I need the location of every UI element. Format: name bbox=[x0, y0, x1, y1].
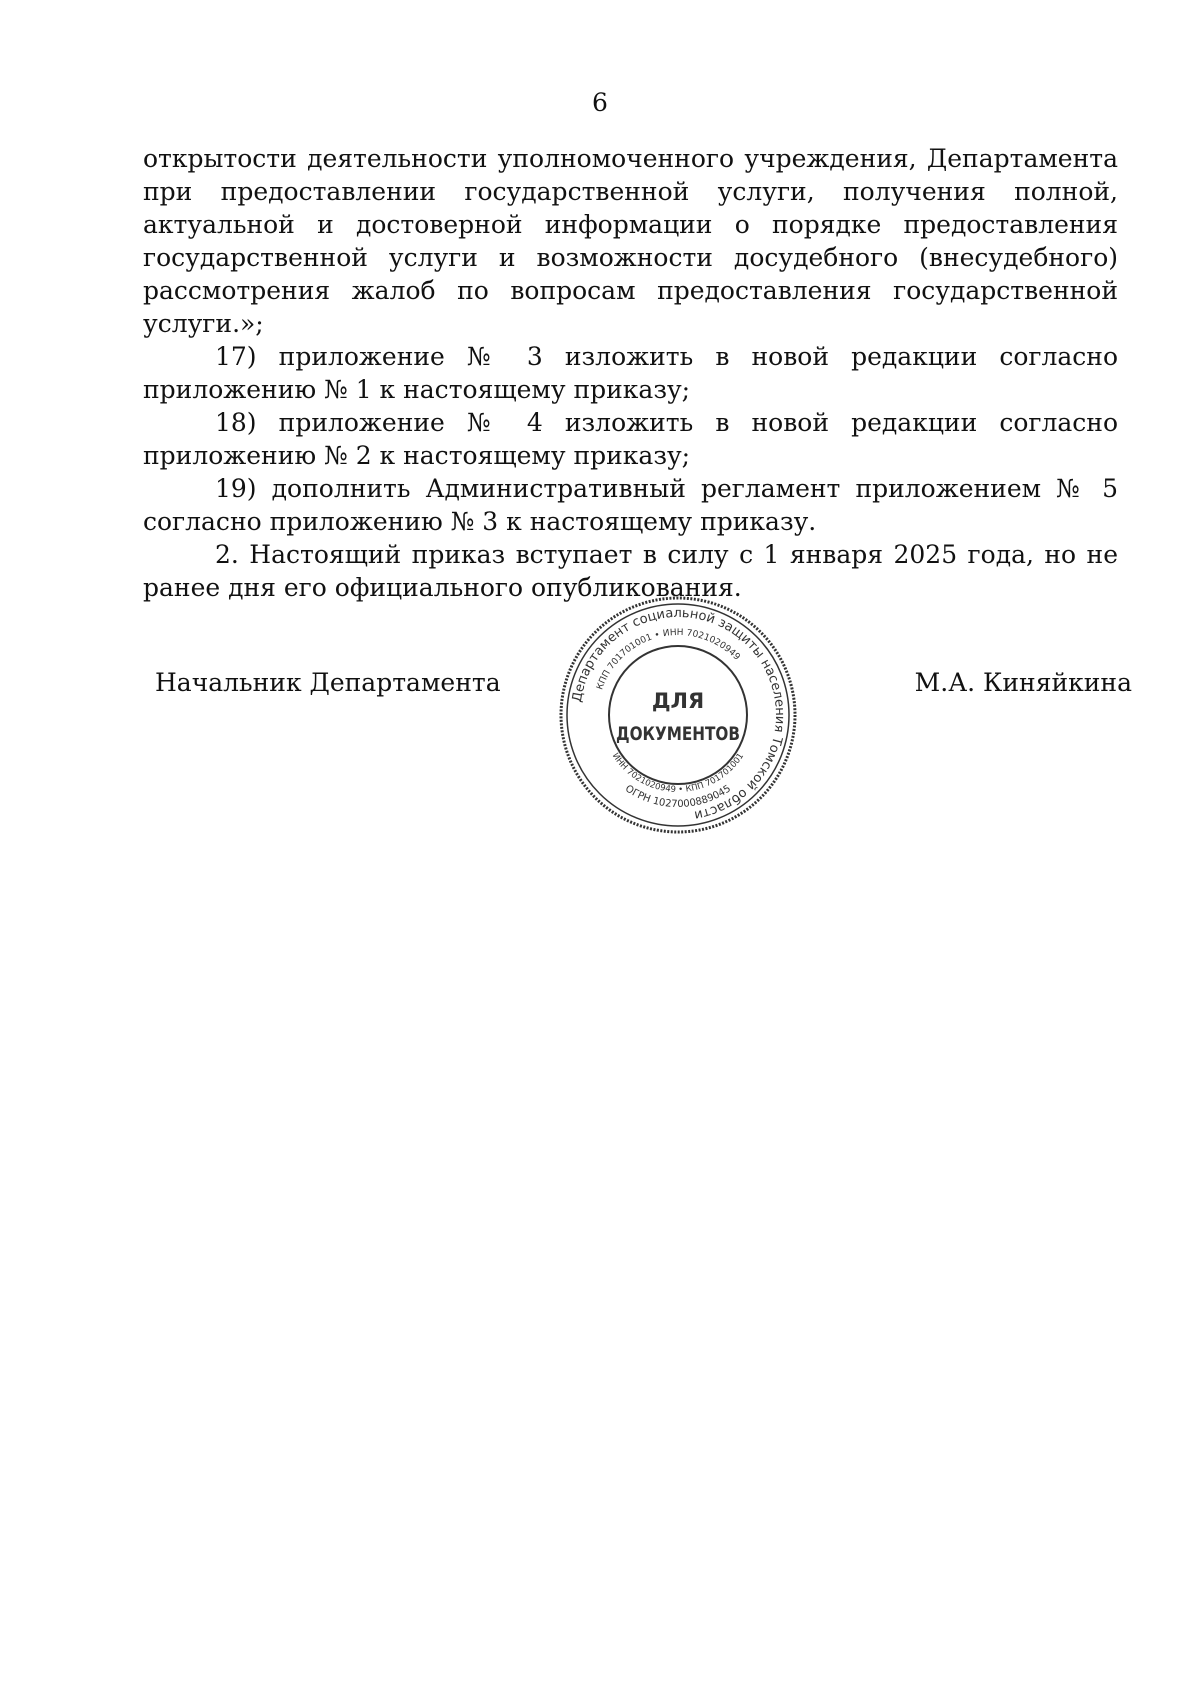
document-body bbox=[143, 142, 1118, 604]
paragraph-continuation: открытости деятельности уполномоченного учреждения, Департамента при предоставлении государственной услуги, получения полной, актуальной и достоверной информации о порядке предоставления государственной услуги и возможности досудебного (внесудебного) рассмотрения жалоб по вопросам предоставления государственной услуги.»; bbox=[143, 144, 1118, 338]
stamp-outer-text: Департамент социальной защиты населения Томской области bbox=[569, 605, 788, 823]
stamp-center-line-2: ДОКУМЕНТОВ bbox=[616, 723, 740, 745]
stamp-inner-bottom-text: ИНН 7021020949 • КПП 701701001 bbox=[609, 751, 747, 796]
stamp-center-line-1: ДЛЯ bbox=[651, 689, 705, 713]
official-stamp bbox=[553, 590, 803, 840]
paragraph-item-19: 19) дополнить Административный регламент приложением № 5 согласно приложению № 3 к настоящему приказу. bbox=[143, 474, 1118, 536]
paragraph-item-17: 17) приложение № 3 изложить в новой редакции согласно приложению № 1 к настоящему приказу; bbox=[143, 342, 1118, 404]
page-number: 6 bbox=[592, 88, 608, 117]
stamp-middle-text: КПП 701701001 • ИНН 7021020949 bbox=[595, 627, 742, 692]
paragraph-item-18: 18) приложение № 4 изложить в новой редакции согласно приложению № 2 к настоящему приказу; bbox=[143, 408, 1118, 470]
paragraph-effective-date: 2. Настоящий приказ вступает в силу с 1 января 2025 года, но не ранее дня его официального опубликования. bbox=[143, 540, 1118, 602]
stamp-bottom-text: ОГРН 1027000889045 bbox=[622, 783, 734, 811]
signatory-name: М.А. Киняйкина bbox=[914, 668, 1132, 697]
signatory-position: Начальник Департамента bbox=[155, 668, 501, 697]
